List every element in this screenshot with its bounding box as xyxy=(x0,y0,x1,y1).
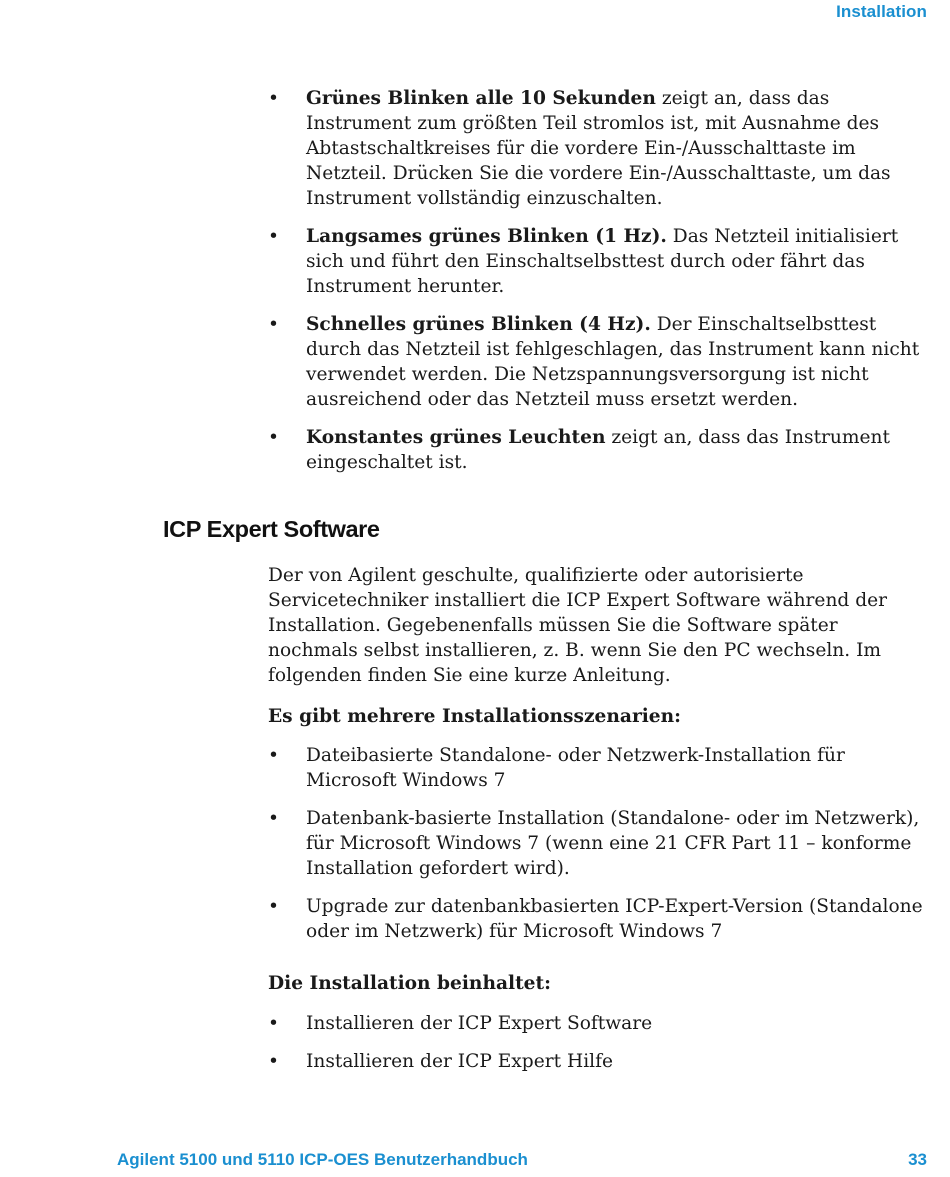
includes-list xyxy=(268,1011,928,1087)
term: Schnelles grünes Blinken (4 Hz). xyxy=(306,314,651,335)
list-item xyxy=(268,312,928,412)
list-item-text: Installieren der ICP Expert Software xyxy=(306,1013,653,1034)
includes-heading: Die Installation beinhaltet: xyxy=(268,973,551,994)
term: Konstantes grünes Leuchten xyxy=(306,427,606,448)
list-item-text: Datenbank-basierte Installation (Standalone- oder im Netzwerk), für Microsoft Windows 7 (wenn eine 21 CFR Part 11 – konforme Installation gefordert wird). xyxy=(306,808,920,879)
list-item xyxy=(268,1049,928,1074)
section-heading: ICP Expert Software xyxy=(163,516,380,542)
led-status-list xyxy=(268,86,928,488)
description: Der Einschaltselbsttest durch das Netzteil ist fehlgeschlagen, das Instrument kann nicht verwendet werden. Die Netzspannungsversorgung ist nicht ausreichend oder das Netzteil muss ersetzt werden. xyxy=(306,314,920,410)
description: zeigt an, dass das Instrument eingeschaltet ist. xyxy=(306,427,890,473)
list-item-text: Dateibasierte Standalone- oder Netzwerk-Installation für Microsoft Windows 7 xyxy=(306,745,845,791)
description: zeigt an, dass das Instrument zum größten Teil stromlos ist, mit Ausnahme des Abtastschaltkreises für die vordere Ein-/Ausschalttaste im Netzteil. Drücken Sie die vordere Ein-/Ausschalttaste, um das Instrument vollständig einzuschalten. xyxy=(306,88,891,209)
description: Das Netzteil initialisiert sich und führt den Einschaltselbsttest durch oder fährt das Instrument herunter. xyxy=(306,226,899,297)
footer-title: Agilent 5100 und 5110 ICP-OES Benutzerhandbuch xyxy=(117,1150,528,1169)
list-item-text: Installieren der ICP Expert Hilfe xyxy=(306,1051,613,1072)
bullet-icon: • xyxy=(268,1013,279,1034)
intro-paragraph: Der von Agilent geschulte, qualifizierte oder autorisierte Servicetechniker installiert die ICP Expert Software während der Installation. Gegebenenfalls müssen Sie die Software später nochmals selbst installieren, z. B. wenn Sie den PC wechseln. Im folgenden finden Sie eine kurze Anleitung. xyxy=(268,565,888,686)
term: Langsames grünes Blinken (1 Hz). xyxy=(306,226,667,247)
page-number: 33 xyxy=(908,1150,927,1169)
bullet-icon: • xyxy=(268,88,279,109)
list-item xyxy=(268,894,928,944)
bullet-icon: • xyxy=(268,808,279,829)
running-header: Installation xyxy=(836,2,927,21)
bullet-icon: • xyxy=(268,745,279,766)
term: Grünes Blinken alle 10 Sekunden xyxy=(306,88,656,109)
bullet-icon: • xyxy=(268,896,279,917)
list-item xyxy=(268,806,928,881)
bullet-icon: • xyxy=(268,1051,279,1072)
list-item xyxy=(268,425,928,475)
list-item-text: Upgrade zur datenbankbasierten ICP-Expert-Version (Standalone oder im Netzwerk) für Microsoft Windows 7 xyxy=(306,896,923,942)
bullet-icon: • xyxy=(268,427,279,448)
list-item xyxy=(268,743,928,793)
list-item xyxy=(268,224,928,299)
bullet-icon: • xyxy=(268,314,279,335)
list-item xyxy=(268,86,928,211)
scenario-list xyxy=(268,743,928,957)
list-item xyxy=(268,1011,928,1036)
bullet-icon: • xyxy=(268,226,279,247)
scenarios-heading: Es gibt mehrere Installationsszenarien: xyxy=(268,706,682,727)
